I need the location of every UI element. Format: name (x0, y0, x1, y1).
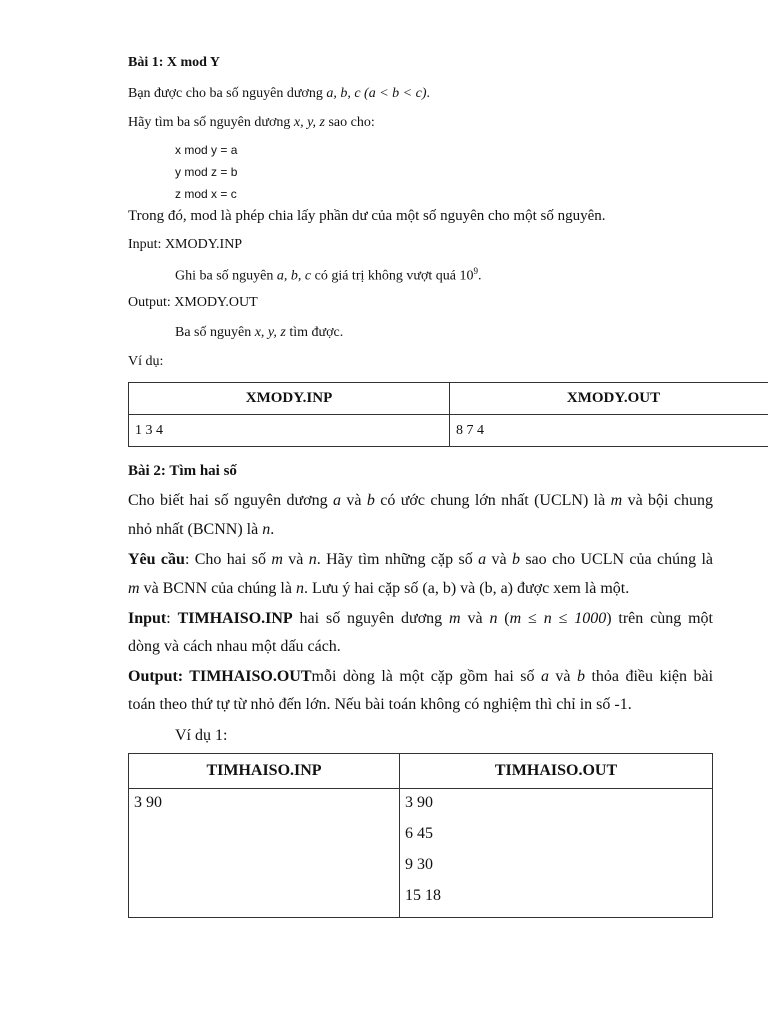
problem2-p2-line1: Yêu cầu: Cho hai số m và n. Hãy tìm những cặp số a và b sao cho UCLN của chúng là (128, 551, 714, 568)
problem2-p1-line2: nhỏ nhất (BCNN) là n. (128, 521, 275, 538)
problem1-example-label: Ví dụ: (128, 354, 164, 369)
table-cell-input: 1 3 4 (129, 415, 450, 447)
equation-3: z mod x = c (175, 187, 237, 201)
table-row (129, 415, 768, 447)
problem1-input-desc: Ghi ba số nguyên a, b, c có giá trị không vượt quá $10^9$. (175, 266, 482, 284)
problem1-where: Trong đó, mod là phép chia lấy phần dư của một số nguyên cho một số nguyên. (128, 208, 606, 224)
problem1-find: Hãy tìm ba số nguyên dương x, y, z sao cho: (128, 115, 375, 130)
input-value: 3 90 (134, 794, 162, 811)
table-header-row (129, 754, 713, 789)
table-cell-output: 8 7 4 (450, 415, 768, 447)
problem2-p1-line1: Cho biết hai số nguyên dương a và b có ước chung lớn nhất (UCLN) là m và bội chung (128, 492, 713, 509)
problem2-p4-line1: Output: TIMHAISO.OUTmỗi dòng là một cặp gồm hai số a và b thỏa điều kiện bài (128, 668, 714, 685)
table-header-row (129, 383, 768, 415)
table-header-input: XMODY.INP (129, 383, 450, 415)
problem1-title: Bài 1: X mod Y (128, 55, 221, 70)
table-cell-input (129, 789, 400, 918)
problem1-output-desc: Ba số nguyên x, y, z tìm được. (175, 325, 344, 340)
table-header-output: TIMHAISO.OUT (400, 754, 713, 789)
problem2-p3-line2: dòng và cách nhau một dấu cách. (128, 638, 341, 655)
problem2-p4-line2: toán theo thứ tự từ nhỏ đến lớn. Nếu bài toán không có nghiệm thì chỉ in số -1. (128, 696, 632, 713)
equation-2: y mod z = b (175, 165, 238, 179)
table-cell-output (400, 789, 713, 918)
problem1-input-label: Input: XMODY.INP (128, 237, 243, 252)
table-row (129, 789, 713, 918)
problem1-example-table (128, 382, 768, 447)
table-header-output: XMODY.OUT (450, 383, 768, 415)
problem2-example-table (128, 753, 713, 918)
problem2-example-label: Ví dụ 1: (175, 727, 228, 744)
output-line: 3 90 (405, 794, 433, 811)
output-line: 9 30 (405, 856, 433, 873)
problem2-title: Bài 2: Tìm hai số (128, 463, 237, 479)
problem1-output-label: Output: XMODY.OUT (128, 295, 258, 310)
problem2-p2-line2: m và BCNN của chúng là n. Lưu ý hai cặp số (a, b) và (b, a) được xem là một. (128, 580, 630, 597)
problem2-p3-line1: Input: TIMHAISO.INP hai số nguyên dương m và n (m ≤ n ≤ 1000) trên cùng một (128, 610, 714, 627)
table-header-input: TIMHAISO.INP (129, 754, 400, 789)
problem1-intro: Bạn được cho ba số nguyên dương a, b, c (a < b < c). (128, 86, 430, 101)
equation-1: x mod y = a (175, 143, 238, 157)
output-line: 15 18 (405, 887, 441, 904)
output-line: 6 45 (405, 825, 433, 842)
